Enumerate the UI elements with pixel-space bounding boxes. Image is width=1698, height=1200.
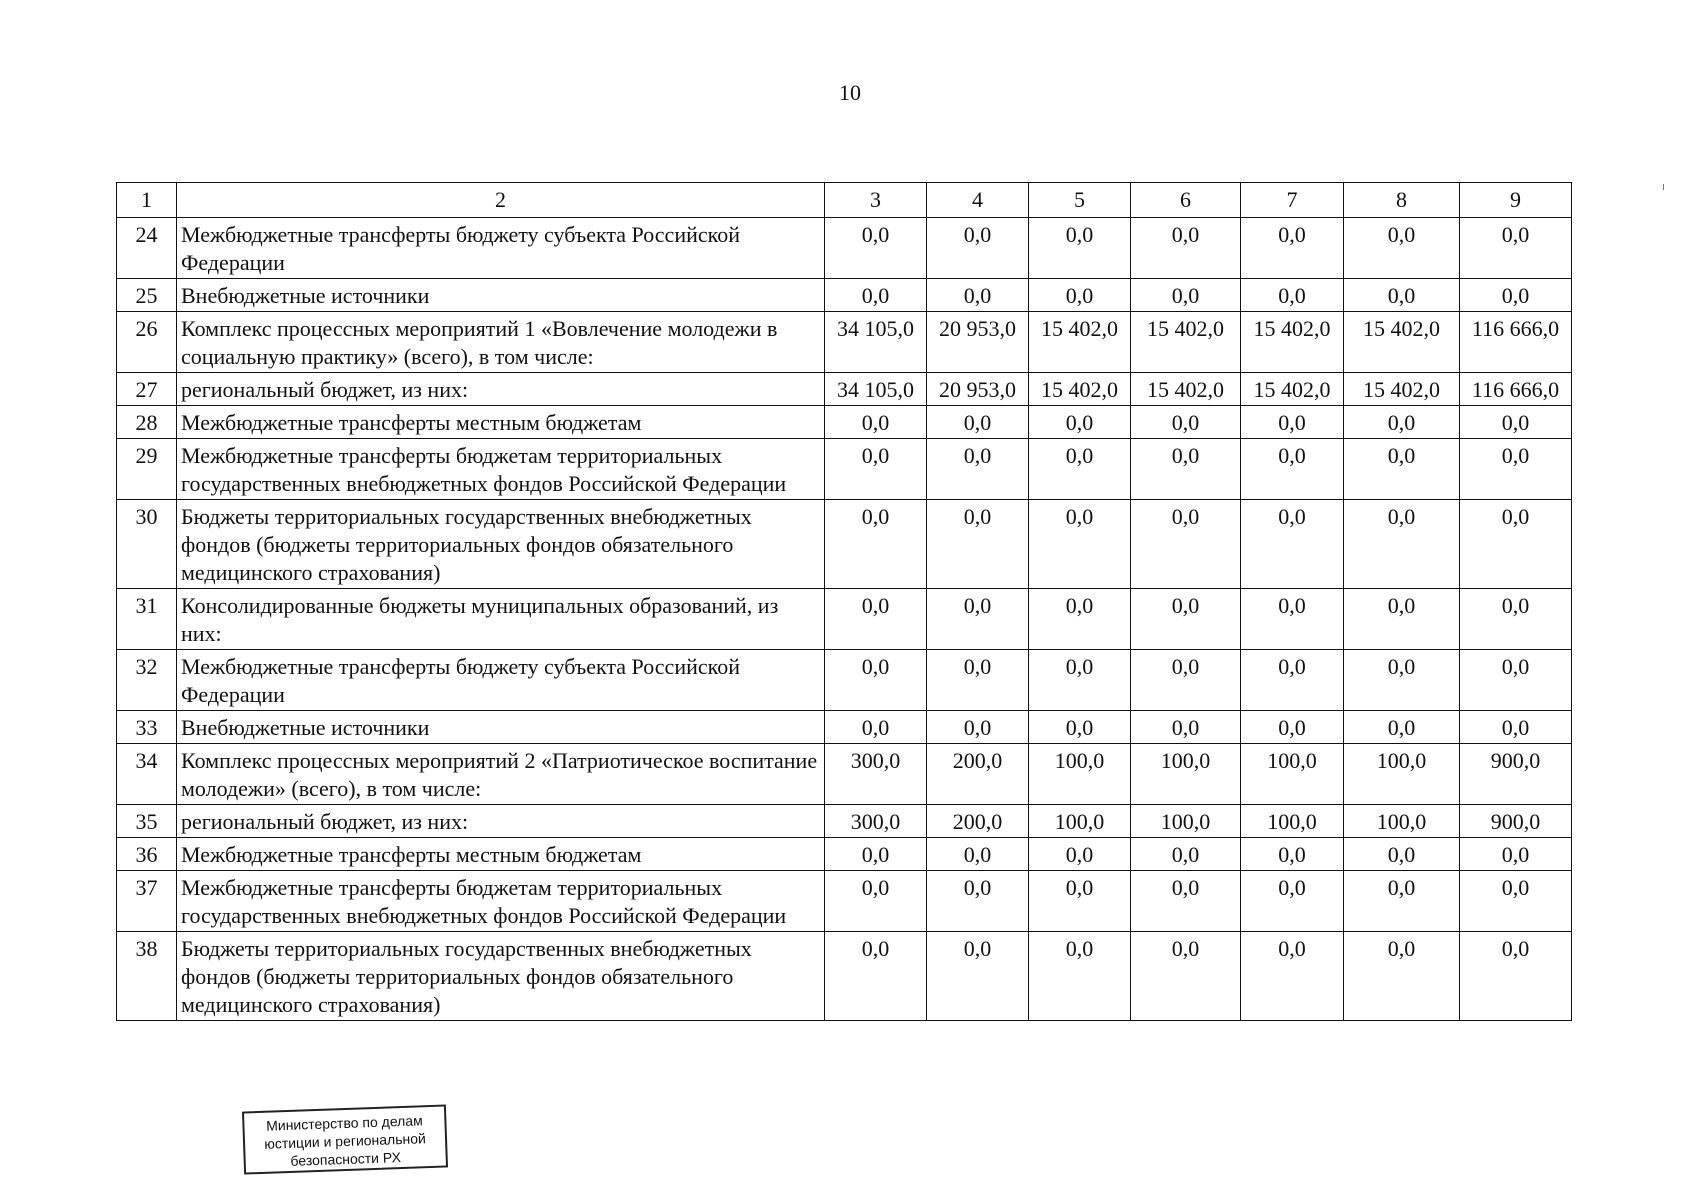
row-value: 116 666,0 (1460, 312, 1572, 373)
stamp-line: юстиции и региональной (264, 1130, 427, 1152)
row-description: Межбюджетные трансферты местным бюджетам (177, 838, 825, 871)
page-number: 10 (839, 80, 861, 105)
row-value: 100,0 (1344, 805, 1460, 838)
table-row (117, 439, 1572, 500)
row-description: Межбюджетные трансферты бюджету субъекта Российской Федерации (177, 650, 825, 711)
row-value: 0,0 (1029, 406, 1131, 439)
row-number: 35 (117, 805, 177, 838)
row-value: 0,0 (1344, 838, 1460, 871)
row-value: 0,0 (1029, 589, 1131, 650)
row-value: 0,0 (1460, 932, 1572, 1021)
row-value: 0,0 (927, 871, 1029, 932)
row-description: региональный бюджет, из них: (177, 805, 825, 838)
row-value: 900,0 (1460, 805, 1572, 838)
row-number: 27 (117, 373, 177, 406)
row-value: 0,0 (1131, 711, 1241, 744)
row-value: 0,0 (825, 871, 927, 932)
row-value: 0,0 (927, 439, 1029, 500)
table-row (117, 589, 1572, 650)
row-number: 33 (117, 711, 177, 744)
row-number: 36 (117, 838, 177, 871)
row-value: 15 402,0 (1241, 312, 1344, 373)
row-value: 0,0 (927, 838, 1029, 871)
row-value: 0,0 (1241, 871, 1344, 932)
row-value: 0,0 (1460, 650, 1572, 711)
column-header: 8 (1344, 183, 1460, 218)
row-value: 0,0 (1460, 500, 1572, 589)
row-description: Межбюджетные трансферты бюджетам территориальных государственных внебюджетных фондов Российской Федерации (177, 439, 825, 500)
table-row (117, 279, 1572, 312)
row-value: 15 402,0 (1131, 312, 1241, 373)
row-value: 0,0 (1029, 279, 1131, 312)
row-value: 0,0 (1241, 932, 1344, 1021)
column-header: 7 (1241, 183, 1344, 218)
row-value: 0,0 (1029, 932, 1131, 1021)
row-value: 15 402,0 (1344, 373, 1460, 406)
row-value: 100,0 (1241, 805, 1344, 838)
table-row (117, 838, 1572, 871)
row-value: 0,0 (825, 500, 927, 589)
row-description: Внебюджетные источники (177, 279, 825, 312)
row-value: 0,0 (1241, 218, 1344, 279)
table-row (117, 711, 1572, 744)
row-value: 0,0 (1460, 871, 1572, 932)
row-value: 15 402,0 (1029, 312, 1131, 373)
row-description: региональный бюджет, из них: (177, 373, 825, 406)
row-value: 0,0 (1131, 589, 1241, 650)
stamp-line: безопасности РХ (290, 1149, 402, 1169)
table-row (117, 871, 1572, 932)
row-value: 0,0 (1241, 439, 1344, 500)
row-value: 0,0 (1460, 218, 1572, 279)
table-row (117, 932, 1572, 1021)
column-header: 6 (1131, 183, 1241, 218)
row-value: 0,0 (1344, 406, 1460, 439)
table-row (117, 650, 1572, 711)
row-value: 0,0 (1131, 218, 1241, 279)
row-value: 100,0 (1131, 805, 1241, 838)
stamp-line: Министерство по делам (265, 1112, 423, 1134)
row-value: 0,0 (927, 279, 1029, 312)
row-value: 0,0 (927, 589, 1029, 650)
ministry-stamp (242, 1104, 448, 1174)
table-body (117, 218, 1572, 1021)
row-value: 15 402,0 (1344, 312, 1460, 373)
row-value: 200,0 (927, 744, 1029, 805)
row-value: 0,0 (825, 650, 927, 711)
row-value: 0,0 (1344, 589, 1460, 650)
column-header: 3 (825, 183, 927, 218)
row-value: 0,0 (1460, 439, 1572, 500)
row-description: Межбюджетные трансферты бюджетам территориальных государственных внебюджетных фондов Российской Федерации (177, 871, 825, 932)
row-value: 0,0 (1241, 279, 1344, 312)
row-value: 0,0 (825, 218, 927, 279)
row-value: 0,0 (1344, 439, 1460, 500)
table-row (117, 218, 1572, 279)
row-value: 0,0 (927, 218, 1029, 279)
row-value: 0,0 (1029, 650, 1131, 711)
row-value: 0,0 (1029, 439, 1131, 500)
row-value: 0,0 (1029, 711, 1131, 744)
row-value: 0,0 (1131, 838, 1241, 871)
row-value: 0,0 (1344, 932, 1460, 1021)
row-value: 0,0 (825, 439, 927, 500)
row-value: 0,0 (1344, 500, 1460, 589)
row-value: 34 105,0 (825, 312, 927, 373)
row-value: 0,0 (1131, 650, 1241, 711)
row-value: 34 105,0 (825, 373, 927, 406)
row-number: 25 (117, 279, 177, 312)
row-value: 0,0 (927, 500, 1029, 589)
table-row (117, 312, 1572, 373)
column-header: 2 (177, 183, 825, 218)
row-value: 0,0 (1029, 871, 1131, 932)
row-value: 100,0 (1241, 744, 1344, 805)
row-value: 15 402,0 (1131, 373, 1241, 406)
row-value: 100,0 (1029, 744, 1131, 805)
row-description: Консолидированные бюджеты муниципальных образований, из них: (177, 589, 825, 650)
row-value: 0,0 (825, 838, 927, 871)
row-description: Межбюджетные трансферты местным бюджетам (177, 406, 825, 439)
row-value: 15 402,0 (1241, 373, 1344, 406)
row-value: 0,0 (1460, 838, 1572, 871)
row-value: 0,0 (1241, 838, 1344, 871)
row-value: 0,0 (1241, 650, 1344, 711)
row-number: 28 (117, 406, 177, 439)
row-value: 200,0 (927, 805, 1029, 838)
row-value: 100,0 (1029, 805, 1131, 838)
budget-table (116, 182, 1572, 1021)
row-value: 0,0 (825, 711, 927, 744)
row-value: 0,0 (1131, 871, 1241, 932)
row-value: 0,0 (1460, 711, 1572, 744)
row-value: 0,0 (1344, 279, 1460, 312)
row-value: 0,0 (1029, 500, 1131, 589)
table-header-row (117, 183, 1572, 218)
row-description: Бюджеты территориальных государственных внебюджетных фондов (бюджеты территориальных фондов обязательного медицинского страхования) (177, 932, 825, 1021)
row-value: 0,0 (825, 932, 927, 1021)
row-value: 15 402,0 (1029, 373, 1131, 406)
scan-mark (1663, 184, 1664, 190)
row-number: 38 (117, 932, 177, 1021)
row-value: 116 666,0 (1460, 373, 1572, 406)
table-row (117, 805, 1572, 838)
row-value: 0,0 (1344, 218, 1460, 279)
row-value: 0,0 (1344, 711, 1460, 744)
column-header: 5 (1029, 183, 1131, 218)
row-value: 0,0 (927, 932, 1029, 1021)
row-value: 900,0 (1460, 744, 1572, 805)
row-value: 300,0 (825, 805, 927, 838)
row-number: 30 (117, 500, 177, 589)
row-value: 0,0 (1241, 500, 1344, 589)
table-row (117, 500, 1572, 589)
column-header: 4 (927, 183, 1029, 218)
row-value: 0,0 (927, 650, 1029, 711)
row-description: Бюджеты территориальных государственных внебюджетных фондов (бюджеты территориальных фондов обязательного медицинского страхования) (177, 500, 825, 589)
row-value: 0,0 (927, 406, 1029, 439)
row-value: 0,0 (825, 406, 927, 439)
row-value: 0,0 (1029, 838, 1131, 871)
row-value: 20 953,0 (927, 373, 1029, 406)
row-value: 0,0 (1131, 439, 1241, 500)
row-value: 0,0 (1029, 218, 1131, 279)
row-value: 0,0 (1344, 871, 1460, 932)
row-value: 0,0 (1344, 650, 1460, 711)
row-description: Внебюджетные источники (177, 711, 825, 744)
row-value: 100,0 (1131, 744, 1241, 805)
row-value: 0,0 (927, 711, 1029, 744)
column-header: 1 (117, 183, 177, 218)
table-row (117, 406, 1572, 439)
row-value: 0,0 (1131, 406, 1241, 439)
row-description: Межбюджетные трансферты бюджету субъекта Российской Федерации (177, 218, 825, 279)
row-number: 34 (117, 744, 177, 805)
row-value: 0,0 (1241, 711, 1344, 744)
row-value: 0,0 (1131, 932, 1241, 1021)
row-value: 0,0 (1241, 406, 1344, 439)
row-value: 0,0 (1131, 279, 1241, 312)
row-value: 0,0 (1460, 406, 1572, 439)
row-value: 300,0 (825, 744, 927, 805)
row-description: Комплекс процессных мероприятий 1 «Вовлечение молодежи в социальную практику» (всего), в том числе: (177, 312, 825, 373)
table-row (117, 373, 1572, 406)
row-number: 24 (117, 218, 177, 279)
row-number: 31 (117, 589, 177, 650)
row-value: 0,0 (825, 279, 927, 312)
row-value: 20 953,0 (927, 312, 1029, 373)
row-number: 32 (117, 650, 177, 711)
row-value: 100,0 (1344, 744, 1460, 805)
column-header: 9 (1460, 183, 1572, 218)
row-value: 0,0 (1241, 589, 1344, 650)
table-row (117, 744, 1572, 805)
row-value: 0,0 (1131, 500, 1241, 589)
row-value: 0,0 (1460, 589, 1572, 650)
row-number: 26 (117, 312, 177, 373)
row-value: 0,0 (825, 589, 927, 650)
row-number: 29 (117, 439, 177, 500)
row-description: Комплекс процессных мероприятий 2 «Патриотическое воспитание молодежи» (всего), в том числе: (177, 744, 825, 805)
row-value: 0,0 (1460, 279, 1572, 312)
row-number: 37 (117, 871, 177, 932)
